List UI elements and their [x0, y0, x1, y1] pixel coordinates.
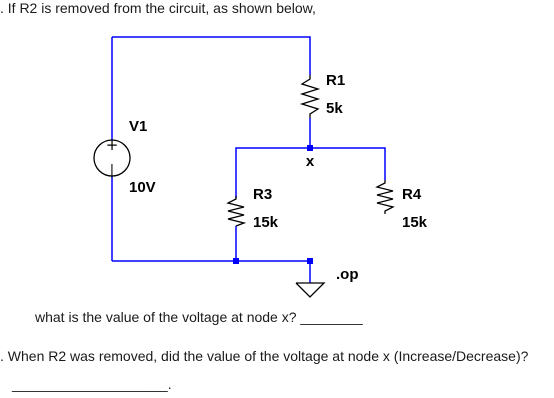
question-1-answer-blank[interactable]: ________: [300, 309, 363, 325]
ground-icon: [296, 283, 324, 297]
node-bottom-mid-marker: [307, 258, 313, 264]
r4-name: R4: [402, 186, 422, 203]
source-minus: |: [109, 163, 115, 178]
wire-top: [112, 37, 310, 75]
r4-value: 15k: [402, 214, 428, 231]
question-2-answer-blank[interactable]: ____________________.: [12, 376, 172, 392]
source-value: 10V: [129, 179, 156, 196]
node-x-marker: [307, 145, 313, 151]
r3-value: 15k: [253, 214, 279, 231]
intro-text-value: . If R2 is removed from the circuit, as shown below,: [0, 0, 316, 16]
resistor-r1: [302, 75, 318, 118]
resistor-r3: [228, 196, 244, 226]
question-2-text: . When R2 was removed, did the value of the voltage at node x (Increase/Decrease)?: [0, 348, 529, 364]
node-bottom-left-marker: [233, 258, 239, 264]
r1-name: R1: [326, 72, 346, 89]
question-1-text: what is the value of the voltage at node x?: [35, 309, 297, 325]
r3-name: R3: [253, 186, 273, 203]
source-name: V1: [129, 118, 148, 135]
r1-value: 5k: [326, 100, 343, 117]
source-plus: +: [105, 136, 119, 154]
question-1: [35, 309, 363, 325]
question-2: [0, 348, 528, 364]
node-x-label: x: [305, 153, 315, 170]
voltage-source-v1: [94, 136, 130, 178]
op-directive: .op: [336, 266, 359, 283]
resistor-r4: [377, 180, 393, 214]
